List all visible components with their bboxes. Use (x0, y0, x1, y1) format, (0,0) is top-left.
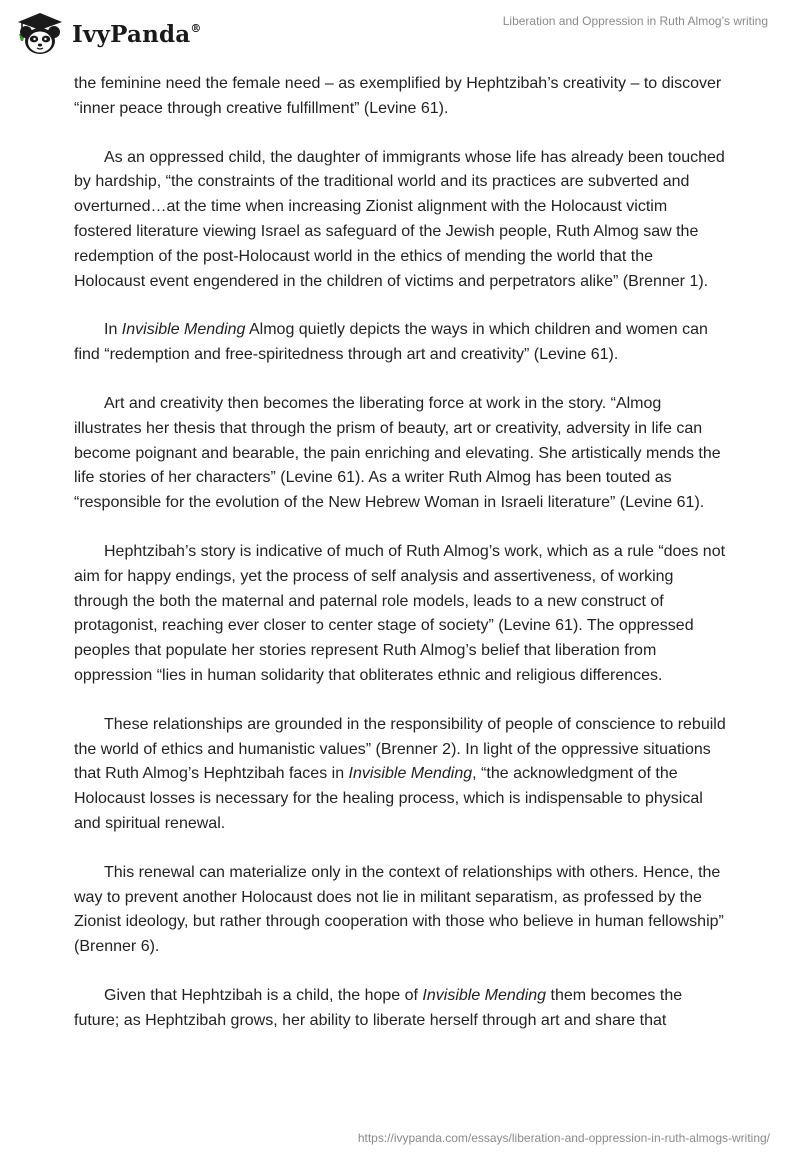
paragraph (74, 540, 726, 689)
paragraph (74, 392, 726, 516)
paragraph (74, 984, 726, 1034)
text-segment: Hephtzibah’s story is indicative of much of Ruth Almog’s work, which as a rule “does not aim for happy endings, yet the process of self analysis and assertiveness, of working through the both the maternal and paternal role models, leads to a new construct of protagonist, reaching ever closer to center stage of society” (Levine 61). The oppressed peoples that populate her stories represent Ruth Almog’s belief that liberation from oppression “lies in human solidarity that obliterates ethnic and religious differences. (74, 542, 726, 684)
text-segment: Almog quietly depicts the ways in which children and women can find “redemption and free-spiritedness through art and creativity” (Levine 61). (74, 321, 708, 364)
source-url[interactable]: https://ivypanda.com/essays/liberation-and-oppression-in-ruth-almogs-writing/ (357, 1131, 770, 1145)
page-title: Liberation and Oppression in Ruth Almog’s writing (502, 14, 768, 28)
italic-title: Invisible Mending (422, 986, 547, 1004)
text-segment: Given that Hephtzibah is a child, the hope of (104, 986, 423, 1004)
text-segment: Art and creativity then becomes the liberating force at work in the story. “Almog illustrates her thesis that through the prism of beauty, art or creativity, adversity in life can become poignant and bearable, the pain enriching and elevating. She artistically mends the life stories of her characters” (Levine 61). As a writer Ruth Almog has been touted as “responsible for the evolution of the New Hebrew Woman in Israeli literature” (Levine 61). (74, 394, 721, 512)
text-segment: , “the acknowledgment of the Holocaust losses is necessary for the healing process, which is indispensable to physical and spiritual renewal. (74, 765, 703, 832)
text-segment: As an oppressed child, the daughter of immigrants whose life has already been touched by hardship, “the constraints of the traditional world and its practices are subverted and overturned…at the time when increasing Zionist alignment with the Holocaust victim fostered literature viewing Israel as safeguard of the Jewish people, Ruth Almog saw the redemption of the post-Holocaust world in the ethics of mending the world that the Holocaust event engendered in the children of victims and perpetrators alike” (Brenner 1). (74, 148, 725, 290)
text-segment: In (104, 321, 122, 339)
italic-title: Invisible Mending (121, 321, 246, 339)
paragraph (74, 72, 726, 122)
paragraph (74, 861, 726, 960)
page-header (0, 0, 800, 70)
italic-title: Invisible Mending (348, 765, 473, 783)
paragraph (74, 146, 726, 295)
paragraph (74, 318, 726, 368)
text-segment: This renewal can materialize only in the context of relationships with others. Hence, the way to prevent another Holocaust does not lie in militant separatism, as professed by the Zionist ideology, but rather through cooperation with those who believe in human fellowship” (Brenner 6). (74, 863, 724, 956)
text-segment: These relationships are grounded in the responsibility of people of conscience to rebuild the world of ethics and humanistic values” (Brenner 2). In light of the oppressive situations that Ruth Almog’s Hephtzibah faces in (74, 715, 726, 783)
panda-graduate-icon (14, 10, 66, 58)
brand-logo[interactable] (14, 10, 202, 58)
text-segment: them becomes the future; as Hephtzibah grows, her ability to liberate herself through art and share that (74, 986, 683, 1029)
brand-name: IvyPanda® (72, 20, 202, 48)
text-segment: the feminine need the female need – as exemplified by Hephtzibah’s creativity – to discover “inner peace through creative fulfillment” (Levine 61). (74, 75, 722, 117)
essay-body (74, 72, 726, 1058)
paragraph (74, 713, 726, 837)
